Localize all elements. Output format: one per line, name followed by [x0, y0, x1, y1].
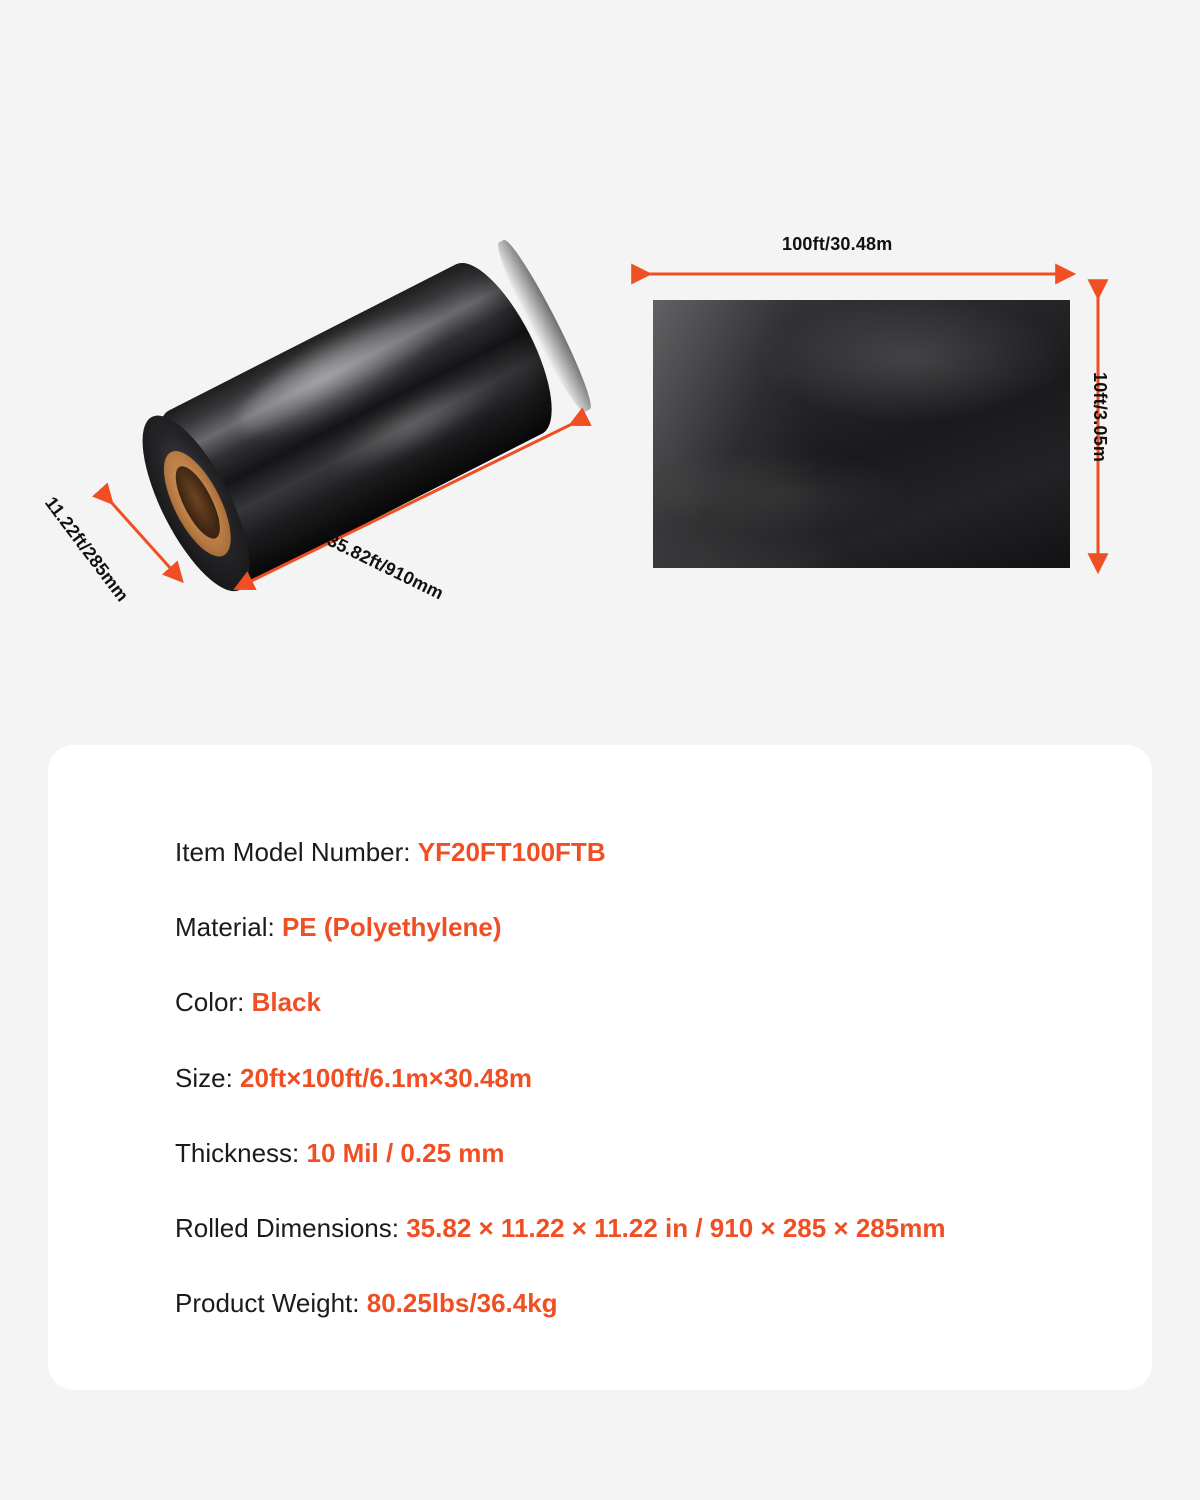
- spec-label: Product Weight:: [175, 1288, 360, 1319]
- spec-row: [175, 1213, 1112, 1244]
- label-roll-length: 35.82ft/910mm: [324, 530, 447, 604]
- spec-value: PE (Polyethylene): [281, 912, 502, 943]
- spec-value: 35.82 × 11.22 × 11.22 in / 910 × 285 × 285mm: [406, 1212, 946, 1243]
- spec-value: Black: [251, 987, 321, 1018]
- specifications-card: [48, 745, 1152, 1390]
- spec-value: 20ft×100ft/6.1m×30.48m: [240, 1062, 533, 1093]
- label-sheet-width: 100ft/30.48m: [782, 234, 893, 254]
- arrow-roll-length: [237, 424, 572, 588]
- label-roll-depth: 11.22ft/285mm: [41, 493, 133, 606]
- spec-label: Material:: [175, 912, 275, 943]
- spec-row: [175, 1138, 1112, 1169]
- spec-value: YF20FT100FTB: [417, 837, 606, 867]
- specifications-list: [175, 837, 1112, 1319]
- spec-label: Item Model Number:: [175, 837, 411, 867]
- spec-row: [175, 1063, 1112, 1094]
- spec-label: Rolled Dimensions:: [175, 1212, 399, 1243]
- spec-label: Size:: [175, 1062, 233, 1093]
- spec-value: 10 Mil / 0.25 mm: [306, 1137, 505, 1168]
- spec-row: [175, 912, 1112, 943]
- label-sheet-height: 10ft/3.05m: [1090, 372, 1110, 463]
- spec-row: [175, 987, 1112, 1018]
- spec-value: 80.25lbs/36.4kg: [366, 1288, 558, 1319]
- product-illustration: [0, 0, 1200, 745]
- dimension-arrows: [0, 0, 1200, 745]
- spec-label: Color:: [175, 987, 245, 1018]
- spec-label: Thickness:: [175, 1137, 300, 1168]
- spec-row: [175, 837, 1112, 868]
- arrow-roll-depth: [111, 502, 181, 580]
- spec-row: [175, 1288, 1112, 1319]
